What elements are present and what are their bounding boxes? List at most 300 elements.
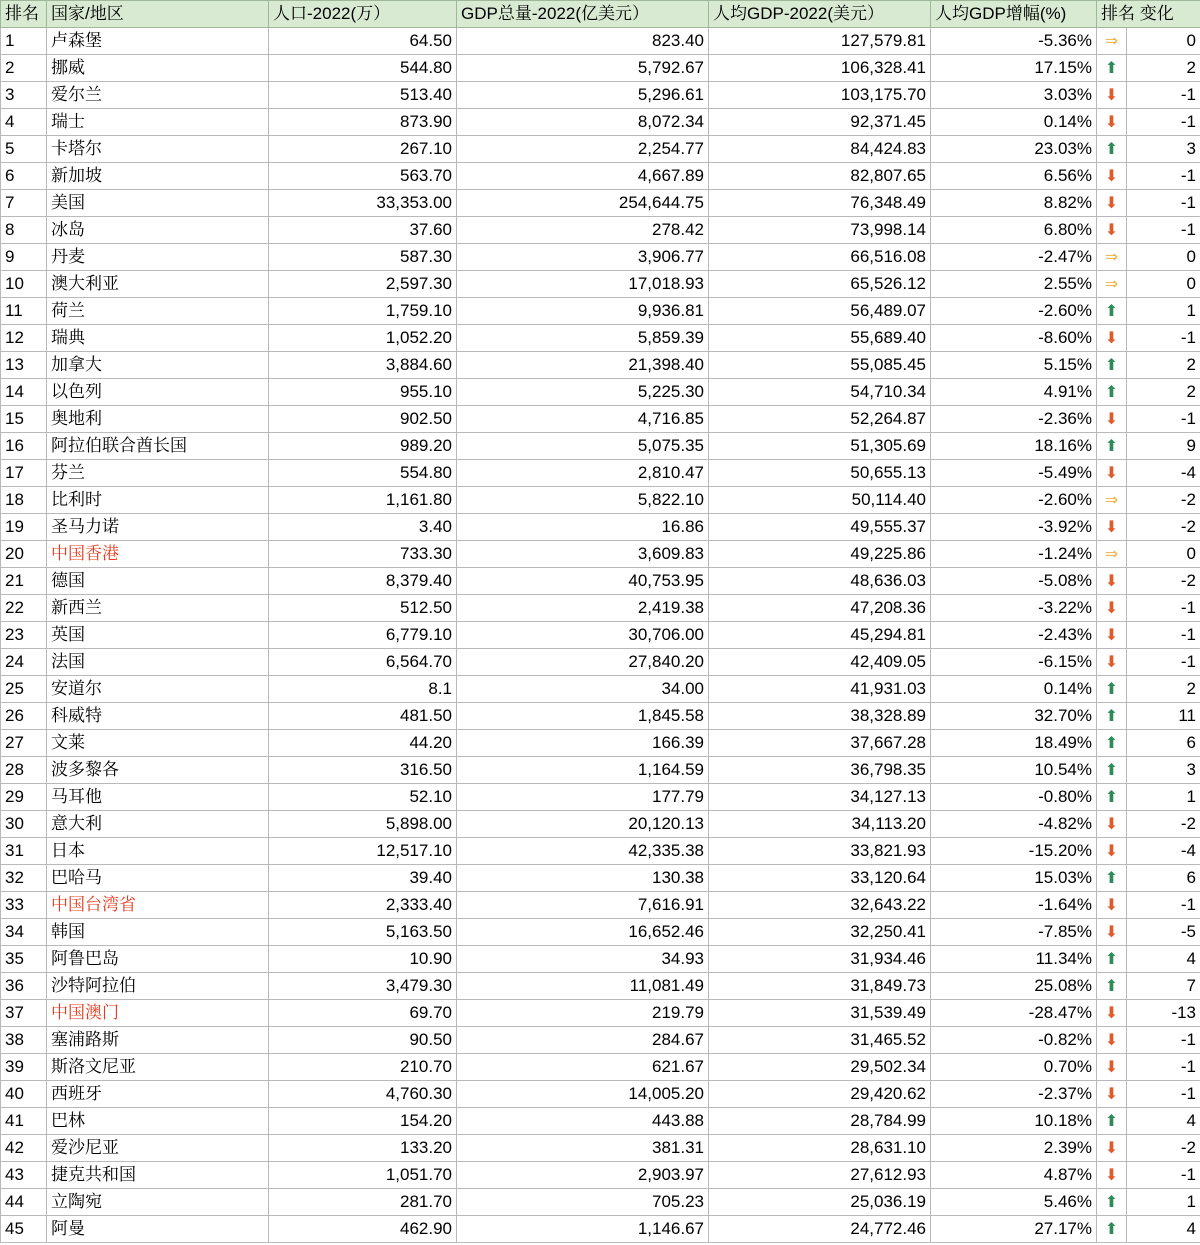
arrow-glyph: ⇒ <box>1104 544 1119 563</box>
cell-gdp-total: 3,906.77 <box>457 244 709 271</box>
table-row <box>1 1054 1200 1081</box>
cell-rank: 2 <box>1 55 47 82</box>
table-row <box>1 649 1200 676</box>
cell-country: 安道尔 <box>47 676 269 703</box>
cell-gdp-growth: 5.46% <box>931 1189 1097 1216</box>
table-row <box>1 379 1200 406</box>
cell-population: 462.90 <box>269 1216 457 1243</box>
cell-population: 873.90 <box>269 109 457 136</box>
rank-change-down-icon <box>1097 406 1127 433</box>
cell-rank: 35 <box>1 946 47 973</box>
cell-rank: 37 <box>1 1000 47 1027</box>
cell-gdp-per-capita: 29,420.62 <box>709 1081 931 1108</box>
cell-country: 比利时 <box>47 487 269 514</box>
cell-rank: 7 <box>1 190 47 217</box>
cell-gdp-per-capita: 106,328.41 <box>709 55 931 82</box>
cell-gdp-growth: 23.03% <box>931 136 1097 163</box>
cell-gdp-per-capita: 28,784.99 <box>709 1108 931 1135</box>
rank-change-up-icon <box>1097 379 1127 406</box>
cell-gdp-per-capita: 76,348.49 <box>709 190 931 217</box>
cell-gdp-growth: -3.92% <box>931 514 1097 541</box>
cell-rank-change: 1 <box>1127 784 1200 811</box>
cell-rank: 21 <box>1 568 47 595</box>
rank-change-up-icon <box>1097 433 1127 460</box>
cell-population: 544.80 <box>269 55 457 82</box>
cell-rank-change: 2 <box>1127 352 1200 379</box>
rank-change-flat-icon <box>1097 244 1127 271</box>
table-row <box>1 406 1200 433</box>
cell-gdp-total: 27,840.20 <box>457 649 709 676</box>
cell-country: 冰岛 <box>47 217 269 244</box>
rank-change-flat-icon <box>1097 28 1127 55</box>
cell-rank: 10 <box>1 271 47 298</box>
cell-gdp-growth: 4.91% <box>931 379 1097 406</box>
table-row <box>1 271 1200 298</box>
rank-change-flat-icon <box>1097 541 1127 568</box>
cell-country: 圣马力诺 <box>47 514 269 541</box>
cell-population: 52.10 <box>269 784 457 811</box>
cell-rank-change: 0 <box>1127 541 1200 568</box>
cell-gdp-per-capita: 55,085.45 <box>709 352 931 379</box>
table-row <box>1 919 1200 946</box>
cell-population: 3,479.30 <box>269 973 457 1000</box>
cell-rank-change: -1 <box>1127 325 1200 352</box>
cell-population: 39.40 <box>269 865 457 892</box>
cell-gdp-per-capita: 31,934.46 <box>709 946 931 973</box>
cell-population: 902.50 <box>269 406 457 433</box>
cell-population: 554.80 <box>269 460 457 487</box>
rank-change-down-icon <box>1097 163 1127 190</box>
cell-population: 133.20 <box>269 1135 457 1162</box>
cell-country: 爱沙尼亚 <box>47 1135 269 1162</box>
cell-gdp-per-capita: 37,667.28 <box>709 730 931 757</box>
cell-gdp-total: 254,644.75 <box>457 190 709 217</box>
cell-rank: 14 <box>1 379 47 406</box>
cell-country: 挪威 <box>47 55 269 82</box>
cell-rank-change: -1 <box>1127 1081 1200 1108</box>
arrow-glyph: ⬇ <box>1104 1138 1119 1157</box>
rank-change-up-icon <box>1097 298 1127 325</box>
arrow-glyph: ⬆ <box>1104 1192 1119 1211</box>
cell-gdp-total: 130.38 <box>457 865 709 892</box>
rank-change-down-icon <box>1097 325 1127 352</box>
rank-change-up-icon <box>1097 784 1127 811</box>
cell-gdp-growth: -0.80% <box>931 784 1097 811</box>
cell-gdp-total: 11,081.49 <box>457 973 709 1000</box>
cell-rank-change: -4 <box>1127 838 1200 865</box>
arrow-glyph: ⬇ <box>1104 1165 1119 1184</box>
table-row <box>1 1000 1200 1027</box>
rank-change-down-icon <box>1097 514 1127 541</box>
cell-rank: 16 <box>1 433 47 460</box>
cell-population: 210.70 <box>269 1054 457 1081</box>
cell-rank-change: 2 <box>1127 676 1200 703</box>
rank-change-down-icon <box>1097 595 1127 622</box>
rank-change-up-icon <box>1097 676 1127 703</box>
cell-gdp-growth: -7.85% <box>931 919 1097 946</box>
cell-gdp-per-capita: 50,655.13 <box>709 460 931 487</box>
rank-change-up-icon <box>1097 730 1127 757</box>
cell-rank: 41 <box>1 1108 47 1135</box>
cell-gdp-per-capita: 33,821.93 <box>709 838 931 865</box>
cell-country: 巴林 <box>47 1108 269 1135</box>
cell-gdp-total: 34.93 <box>457 946 709 973</box>
arrow-glyph: ⬇ <box>1104 517 1119 536</box>
arrow-glyph: ⬇ <box>1104 598 1119 617</box>
cell-gdp-growth: -3.22% <box>931 595 1097 622</box>
cell-gdp-growth: 18.49% <box>931 730 1097 757</box>
cell-population: 8,379.40 <box>269 568 457 595</box>
cell-rank: 22 <box>1 595 47 622</box>
cell-rank-change: -1 <box>1127 1027 1200 1054</box>
rank-change-down-icon <box>1097 1135 1127 1162</box>
arrow-glyph: ⬆ <box>1104 139 1119 158</box>
cell-rank: 23 <box>1 622 47 649</box>
cell-gdp-growth: -8.60% <box>931 325 1097 352</box>
cell-gdp-total: 16,652.46 <box>457 919 709 946</box>
cell-gdp-per-capita: 56,489.07 <box>709 298 931 325</box>
table-row <box>1 703 1200 730</box>
cell-rank-change: -1 <box>1127 82 1200 109</box>
cell-rank: 26 <box>1 703 47 730</box>
cell-country: 日本 <box>47 838 269 865</box>
cell-rank: 33 <box>1 892 47 919</box>
cell-gdp-total: 4,667.89 <box>457 163 709 190</box>
cell-rank: 18 <box>1 487 47 514</box>
cell-gdp-growth: 4.87% <box>931 1162 1097 1189</box>
cell-rank: 17 <box>1 460 47 487</box>
cell-country: 阿拉伯联合酋长国 <box>47 433 269 460</box>
column-header-rank: 排名 <box>1 1 47 28</box>
cell-gdp-growth: -2.36% <box>931 406 1097 433</box>
cell-rank-change: -13 <box>1127 1000 1200 1027</box>
cell-rank-change: 0 <box>1127 271 1200 298</box>
cell-rank-change: -1 <box>1127 649 1200 676</box>
cell-gdp-per-capita: 32,643.22 <box>709 892 931 919</box>
cell-population: 5,163.50 <box>269 919 457 946</box>
cell-country: 科威特 <box>47 703 269 730</box>
cell-country: 以色列 <box>47 379 269 406</box>
cell-gdp-growth: -5.36% <box>931 28 1097 55</box>
cell-population: 563.70 <box>269 163 457 190</box>
arrow-glyph: ⬆ <box>1104 976 1119 995</box>
cell-country: 中国澳门 <box>47 1000 269 1027</box>
arrow-glyph: ⬆ <box>1104 706 1119 725</box>
cell-gdp-growth: -15.20% <box>931 838 1097 865</box>
cell-gdp-total: 5,296.61 <box>457 82 709 109</box>
table-row <box>1 1216 1200 1243</box>
cell-population: 8.1 <box>269 676 457 703</box>
arrow-glyph: ⬇ <box>1104 1030 1119 1049</box>
cell-gdp-total: 21,398.40 <box>457 352 709 379</box>
rank-change-down-icon <box>1097 82 1127 109</box>
rank-change-up-icon <box>1097 1108 1127 1135</box>
cell-gdp-total: 16.86 <box>457 514 709 541</box>
cell-population: 69.70 <box>269 1000 457 1027</box>
cell-gdp-growth: 2.55% <box>931 271 1097 298</box>
arrow-glyph: ⬇ <box>1104 112 1119 131</box>
cell-gdp-growth: 25.08% <box>931 973 1097 1000</box>
cell-gdp-growth: 10.18% <box>931 1108 1097 1135</box>
cell-population: 154.20 <box>269 1108 457 1135</box>
cell-rank: 1 <box>1 28 47 55</box>
table-row <box>1 568 1200 595</box>
cell-population: 2,597.30 <box>269 271 457 298</box>
table-row <box>1 352 1200 379</box>
cell-gdp-growth: -5.49% <box>931 460 1097 487</box>
cell-population: 2,333.40 <box>269 892 457 919</box>
cell-country: 新加坡 <box>47 163 269 190</box>
arrow-glyph: ⬇ <box>1104 814 1119 833</box>
arrow-glyph: ⬆ <box>1104 1219 1119 1238</box>
cell-gdp-total: 3,609.83 <box>457 541 709 568</box>
cell-gdp-growth: -2.47% <box>931 244 1097 271</box>
cell-gdp-growth: 32.70% <box>931 703 1097 730</box>
cell-rank: 19 <box>1 514 47 541</box>
cell-country: 瑞典 <box>47 325 269 352</box>
table-row <box>1 811 1200 838</box>
table-row <box>1 676 1200 703</box>
rank-change-down-icon <box>1097 568 1127 595</box>
cell-gdp-growth: 17.15% <box>931 55 1097 82</box>
cell-country: 英国 <box>47 622 269 649</box>
cell-country: 瑞士 <box>47 109 269 136</box>
cell-gdp-growth: 18.16% <box>931 433 1097 460</box>
arrow-glyph: ⬆ <box>1104 355 1119 374</box>
rank-change-down-icon <box>1097 649 1127 676</box>
table-row <box>1 298 1200 325</box>
cell-country: 阿鲁巴岛 <box>47 946 269 973</box>
cell-population: 12,517.10 <box>269 838 457 865</box>
cell-gdp-per-capita: 32,250.41 <box>709 919 931 946</box>
cell-country: 沙特阿拉伯 <box>47 973 269 1000</box>
table-row <box>1 757 1200 784</box>
table-row <box>1 1162 1200 1189</box>
cell-rank-change: -1 <box>1127 406 1200 433</box>
cell-country: 法国 <box>47 649 269 676</box>
rank-change-up-icon <box>1097 973 1127 1000</box>
table-row <box>1 325 1200 352</box>
cell-rank: 5 <box>1 136 47 163</box>
table-row <box>1 109 1200 136</box>
cell-gdp-per-capita: 34,113.20 <box>709 811 931 838</box>
cell-population: 316.50 <box>269 757 457 784</box>
cell-rank: 39 <box>1 1054 47 1081</box>
arrow-glyph: ⬆ <box>1104 733 1119 752</box>
cell-population: 955.10 <box>269 379 457 406</box>
table-row <box>1 82 1200 109</box>
cell-gdp-per-capita: 51,305.69 <box>709 433 931 460</box>
cell-population: 3.40 <box>269 514 457 541</box>
cell-country: 马耳他 <box>47 784 269 811</box>
cell-gdp-total: 7,616.91 <box>457 892 709 919</box>
table-row <box>1 163 1200 190</box>
cell-population: 267.10 <box>269 136 457 163</box>
rank-change-up-icon <box>1097 703 1127 730</box>
cell-gdp-per-capita: 33,120.64 <box>709 865 931 892</box>
cell-gdp-total: 177.79 <box>457 784 709 811</box>
rank-change-down-icon <box>1097 919 1127 946</box>
cell-population: 64.50 <box>269 28 457 55</box>
cell-gdp-per-capita: 27,612.93 <box>709 1162 931 1189</box>
table-row <box>1 28 1200 55</box>
table-row <box>1 514 1200 541</box>
cell-rank-change: 0 <box>1127 244 1200 271</box>
rank-change-down-icon <box>1097 109 1127 136</box>
cell-population: 1,052.20 <box>269 325 457 352</box>
cell-gdp-growth: 3.03% <box>931 82 1097 109</box>
cell-rank: 36 <box>1 973 47 1000</box>
rank-change-down-icon <box>1097 1162 1127 1189</box>
cell-country: 芬兰 <box>47 460 269 487</box>
arrow-glyph: ⬇ <box>1104 85 1119 104</box>
cell-country: 捷克共和国 <box>47 1162 269 1189</box>
cell-country: 波多黎各 <box>47 757 269 784</box>
cell-rank: 28 <box>1 757 47 784</box>
cell-country: 卡塔尔 <box>47 136 269 163</box>
cell-gdp-per-capita: 38,328.89 <box>709 703 931 730</box>
column-header-gdp-total: GDP总量-2022(亿美元） <box>457 1 709 28</box>
table-row <box>1 892 1200 919</box>
cell-gdp-growth: -1.64% <box>931 892 1097 919</box>
cell-population: 989.20 <box>269 433 457 460</box>
cell-gdp-per-capita: 50,114.40 <box>709 487 931 514</box>
rank-change-flat-icon <box>1097 487 1127 514</box>
cell-gdp-growth: 15.03% <box>931 865 1097 892</box>
cell-gdp-total: 621.67 <box>457 1054 709 1081</box>
arrow-glyph: ⬇ <box>1104 625 1119 644</box>
table-row <box>1 838 1200 865</box>
table-row <box>1 217 1200 244</box>
cell-rank: 42 <box>1 1135 47 1162</box>
table-row <box>1 190 1200 217</box>
cell-gdp-total: 17,018.93 <box>457 271 709 298</box>
cell-rank-change: 2 <box>1127 55 1200 82</box>
arrow-glyph: ⬆ <box>1104 949 1119 968</box>
table-header-row <box>1 1 1200 28</box>
cell-country: 立陶宛 <box>47 1189 269 1216</box>
rank-change-up-icon <box>1097 946 1127 973</box>
cell-gdp-per-capita: 25,036.19 <box>709 1189 931 1216</box>
cell-gdp-per-capita: 31,465.52 <box>709 1027 931 1054</box>
cell-gdp-per-capita: 49,225.86 <box>709 541 931 568</box>
cell-rank-change: -1 <box>1127 163 1200 190</box>
cell-country: 加拿大 <box>47 352 269 379</box>
table-row <box>1 1135 1200 1162</box>
cell-gdp-per-capita: 36,798.35 <box>709 757 931 784</box>
cell-gdp-total: 4,716.85 <box>457 406 709 433</box>
cell-rank-change: 2 <box>1127 379 1200 406</box>
cell-population: 90.50 <box>269 1027 457 1054</box>
arrow-glyph: ⇒ <box>1104 31 1119 50</box>
cell-gdp-growth: -4.82% <box>931 811 1097 838</box>
cell-gdp-total: 1,164.59 <box>457 757 709 784</box>
cell-gdp-per-capita: 65,526.12 <box>709 271 931 298</box>
cell-gdp-total: 40,753.95 <box>457 568 709 595</box>
cell-gdp-growth: 2.39% <box>931 1135 1097 1162</box>
cell-gdp-per-capita: 47,208.36 <box>709 595 931 622</box>
arrow-glyph: ⬇ <box>1104 895 1119 914</box>
cell-rank: 34 <box>1 919 47 946</box>
table-row <box>1 433 1200 460</box>
cell-population: 37.60 <box>269 217 457 244</box>
cell-rank: 38 <box>1 1027 47 1054</box>
table-row <box>1 460 1200 487</box>
cell-rank-change: -2 <box>1127 487 1200 514</box>
cell-gdp-total: 705.23 <box>457 1189 709 1216</box>
cell-rank-change: 1 <box>1127 1189 1200 1216</box>
rank-change-down-icon <box>1097 217 1127 244</box>
cell-gdp-per-capita: 127,579.81 <box>709 28 931 55</box>
rank-change-down-icon <box>1097 1054 1127 1081</box>
cell-country: 文莱 <box>47 730 269 757</box>
cell-rank-change: -4 <box>1127 460 1200 487</box>
rank-change-down-icon <box>1097 1000 1127 1027</box>
cell-country: 塞浦路斯 <box>47 1027 269 1054</box>
cell-rank: 9 <box>1 244 47 271</box>
cell-gdp-total: 9,936.81 <box>457 298 709 325</box>
cell-country: 中国香港 <box>47 541 269 568</box>
cell-rank: 31 <box>1 838 47 865</box>
table-row <box>1 1108 1200 1135</box>
rank-change-up-icon <box>1097 136 1127 163</box>
cell-rank-change: 11 <box>1127 703 1200 730</box>
arrow-glyph: ⬇ <box>1104 166 1119 185</box>
cell-gdp-per-capita: 31,849.73 <box>709 973 931 1000</box>
cell-rank: 8 <box>1 217 47 244</box>
cell-rank-change: 9 <box>1127 433 1200 460</box>
cell-gdp-total: 8,072.34 <box>457 109 709 136</box>
cell-rank-change: -2 <box>1127 811 1200 838</box>
cell-gdp-per-capita: 73,998.14 <box>709 217 931 244</box>
cell-rank-change: -2 <box>1127 568 1200 595</box>
arrow-glyph: ⬆ <box>1104 1111 1119 1130</box>
cell-rank: 4 <box>1 109 47 136</box>
arrow-glyph: ⬇ <box>1104 841 1119 860</box>
cell-rank-change: -1 <box>1127 622 1200 649</box>
cell-gdp-total: 30,706.00 <box>457 622 709 649</box>
cell-gdp-total: 1,845.58 <box>457 703 709 730</box>
cell-gdp-per-capita: 66,516.08 <box>709 244 931 271</box>
cell-rank: 3 <box>1 82 47 109</box>
rank-change-up-icon <box>1097 1189 1127 1216</box>
cell-gdp-total: 5,225.30 <box>457 379 709 406</box>
rank-change-down-icon <box>1097 1027 1127 1054</box>
arrow-glyph: ⬇ <box>1104 1057 1119 1076</box>
cell-gdp-growth: 5.15% <box>931 352 1097 379</box>
cell-gdp-per-capita: 54,710.34 <box>709 379 931 406</box>
cell-rank: 30 <box>1 811 47 838</box>
column-header-gdp-per-capita: 人均GDP-2022(美元） <box>709 1 931 28</box>
table-row <box>1 1189 1200 1216</box>
cell-rank: 15 <box>1 406 47 433</box>
cell-country: 巴哈马 <box>47 865 269 892</box>
cell-rank: 29 <box>1 784 47 811</box>
cell-population: 6,779.10 <box>269 622 457 649</box>
cell-rank-change: 7 <box>1127 973 1200 1000</box>
cell-country: 韩国 <box>47 919 269 946</box>
cell-country: 美国 <box>47 190 269 217</box>
arrow-glyph: ⬆ <box>1104 382 1119 401</box>
cell-population: 281.70 <box>269 1189 457 1216</box>
cell-rank-change: 1 <box>1127 298 1200 325</box>
cell-gdp-total: 5,859.39 <box>457 325 709 352</box>
table-body <box>1 28 1200 1243</box>
rank-change-down-icon <box>1097 811 1127 838</box>
cell-gdp-per-capita: 84,424.83 <box>709 136 931 163</box>
cell-gdp-growth: 6.56% <box>931 163 1097 190</box>
cell-country: 丹麦 <box>47 244 269 271</box>
